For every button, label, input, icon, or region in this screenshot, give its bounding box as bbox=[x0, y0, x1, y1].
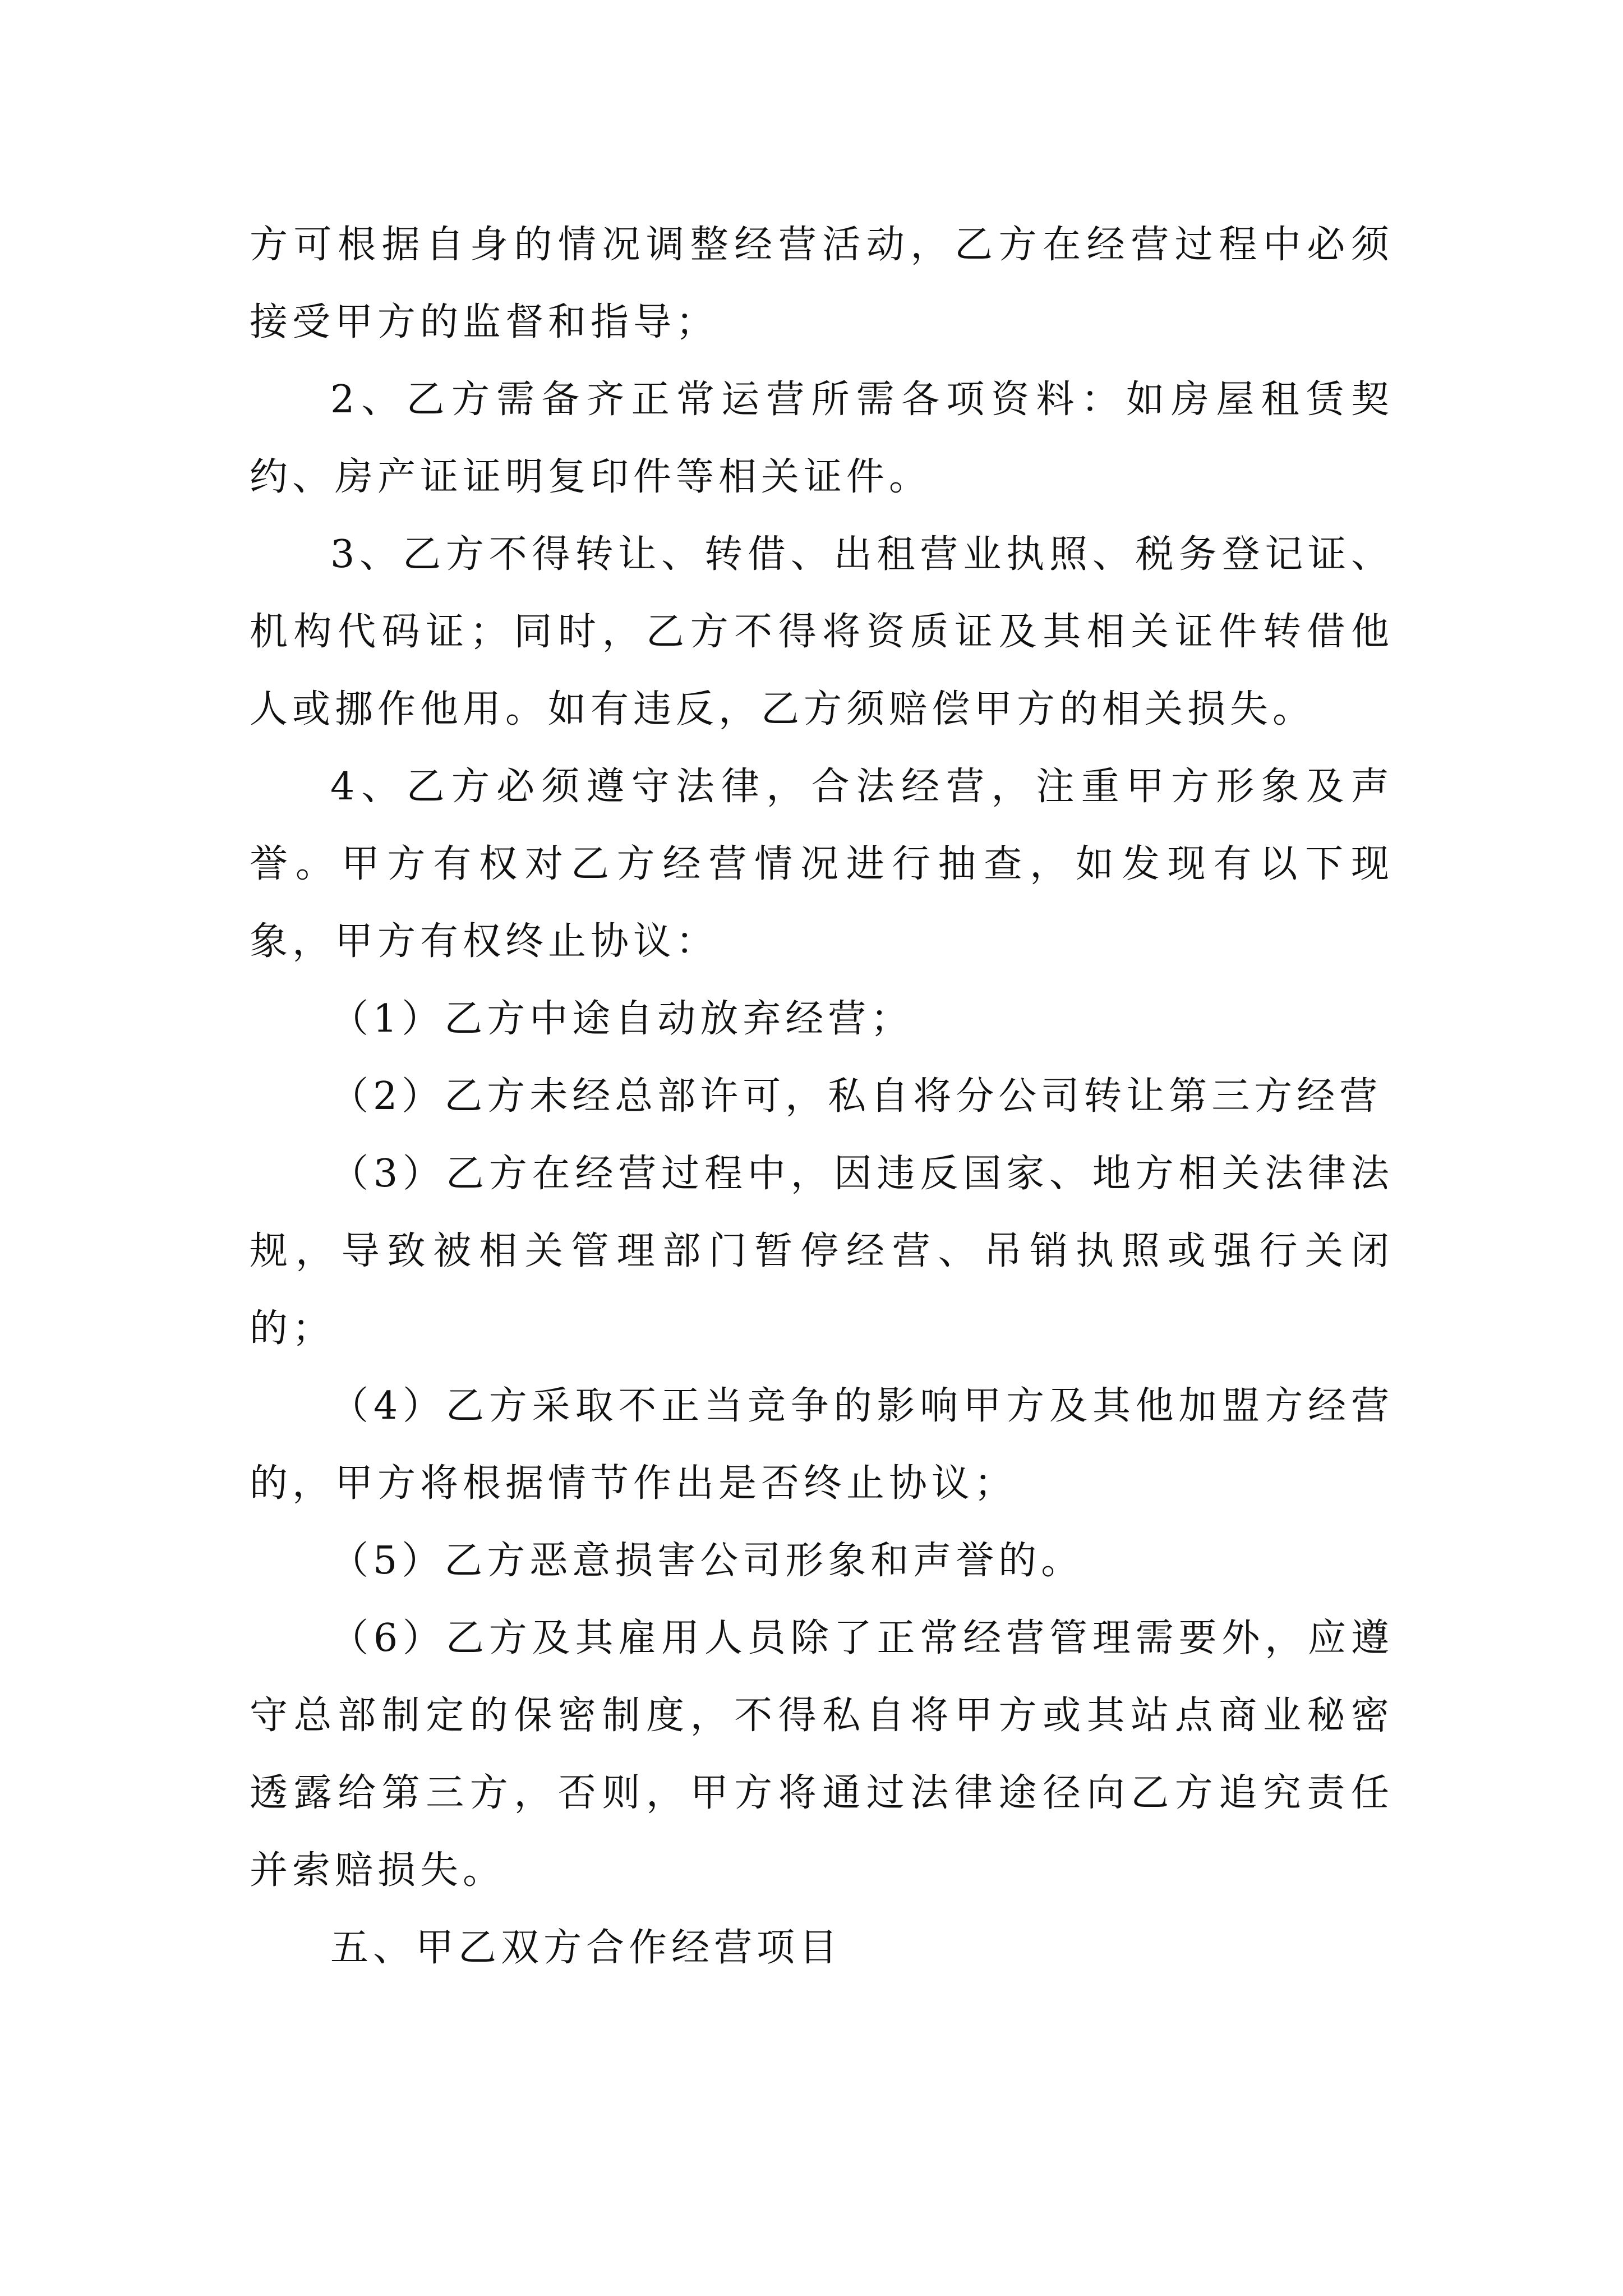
paragraph-continuation: 方可根据自身的情况调整经营活动，乙方在经营过程中必须接受甲方的监督和指导； bbox=[250, 223, 1394, 344]
list-item-4: （4）乙方采取不正当竞争的影响甲方及其他加盟方经营的，甲方将根据情节作出是否终止协议； bbox=[250, 1384, 1394, 1506]
document-body bbox=[250, 206, 1394, 1987]
section-heading-5: 五、甲乙双方合作经营项目 bbox=[330, 1926, 842, 1970]
paragraph-clause-2: 2、乙方需备齐正常运营所需各项资料：如房屋租赁契约、房产证证明复印件等相关证件。 bbox=[250, 378, 1394, 499]
list-item-1: （1）乙方中途自动放弃经营； bbox=[330, 997, 914, 1041]
paragraph-clause-3: 3、乙方不得转让、转借、出租营业执照、税务登记证、机构代码证；同时，乙方不得将资质证及其相关证件转借他人或挪作他用。如有违反，乙方须赔偿甲方的相关损失。 bbox=[250, 532, 1394, 731]
paragraph-clause-4: 4、乙方必须遵守法律，合法经营，注重甲方形象及声誉。甲方有权对乙方经营情况进行抽查，如发现有以下现象，甲方有权终止协议： bbox=[250, 765, 1394, 964]
list-item-3: （3）乙方在经营过程中，因违反国家、地方相关法律法规，导致被相关管理部门暂停经营、吊销执照或强行关闭的； bbox=[250, 1152, 1394, 1351]
list-item-5: （5）乙方恶意损害公司形象和声誉的。 bbox=[330, 1539, 1084, 1583]
list-item-2: （2）乙方未经总部许可，私自将分公司转让第三方经营 bbox=[330, 1074, 1382, 1119]
list-item-6: （6）乙方及其雇用人员除了正常经营管理需要外，应遵守总部制定的保密制度，不得私自将甲方或其站点商业秘密透露给第三方，否则，甲方将通过法律途径向乙方追究责任并索赔损失。 bbox=[250, 1616, 1394, 1893]
